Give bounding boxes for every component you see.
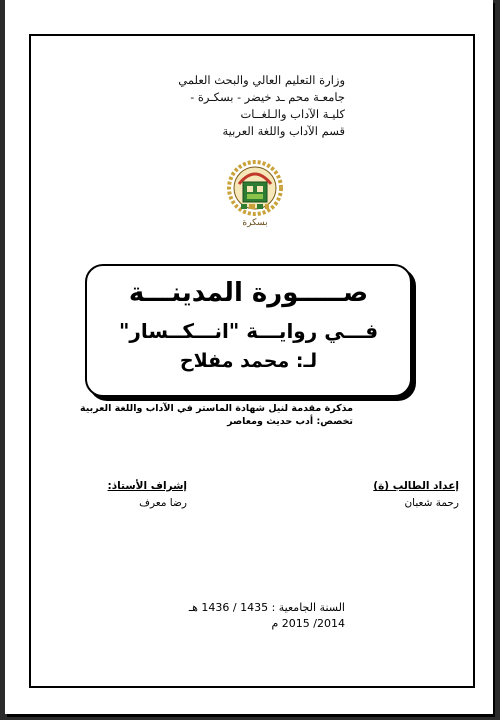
student-name: رحمة شعبان xyxy=(404,497,459,509)
thesis-subtitle: فـــي روايـــة "انـــكــسار" xyxy=(118,319,379,343)
academic-year xyxy=(165,600,345,632)
supervisor-label: إشراف الأستاذ: xyxy=(107,480,187,492)
emblem-caption: بسكرة xyxy=(242,218,268,228)
specialty-line: تخصص: أدب حديث ومعاصر xyxy=(227,416,353,427)
student-label: إعداد الطالب (ة) xyxy=(373,480,459,492)
supervisor-block xyxy=(97,478,187,512)
degree-line: مذكرة مقدمة لنيل شهادة الماستر في الآداب واللغة العربية xyxy=(80,403,353,414)
title-box xyxy=(85,264,412,397)
university-line: جامعـة محم ـد خيضر - بسكـرة - xyxy=(190,90,345,104)
student-block xyxy=(363,478,459,512)
department-line: قسم الآداب واللغة العربية xyxy=(222,124,345,138)
university-emblem-icon xyxy=(225,158,285,232)
gregorian-year: 2014/ 2015 م xyxy=(271,617,345,630)
supervisor-name: رضا معرف xyxy=(139,497,187,509)
ministry-line: وزارة التعليم العالي والبحث العلمي xyxy=(178,73,345,87)
document-page xyxy=(5,0,493,714)
faculty-line: كليـة الآداب والـلغــات xyxy=(240,107,345,121)
memo-description xyxy=(80,402,353,428)
novel-author: لـ: محمد مفلاح xyxy=(179,350,318,372)
thesis-title: صـــــورة المدينـــة xyxy=(128,278,369,308)
institution-header xyxy=(85,72,345,140)
hijri-year: السنة الجامعية : 1435 / 1436 هـ xyxy=(188,601,345,614)
